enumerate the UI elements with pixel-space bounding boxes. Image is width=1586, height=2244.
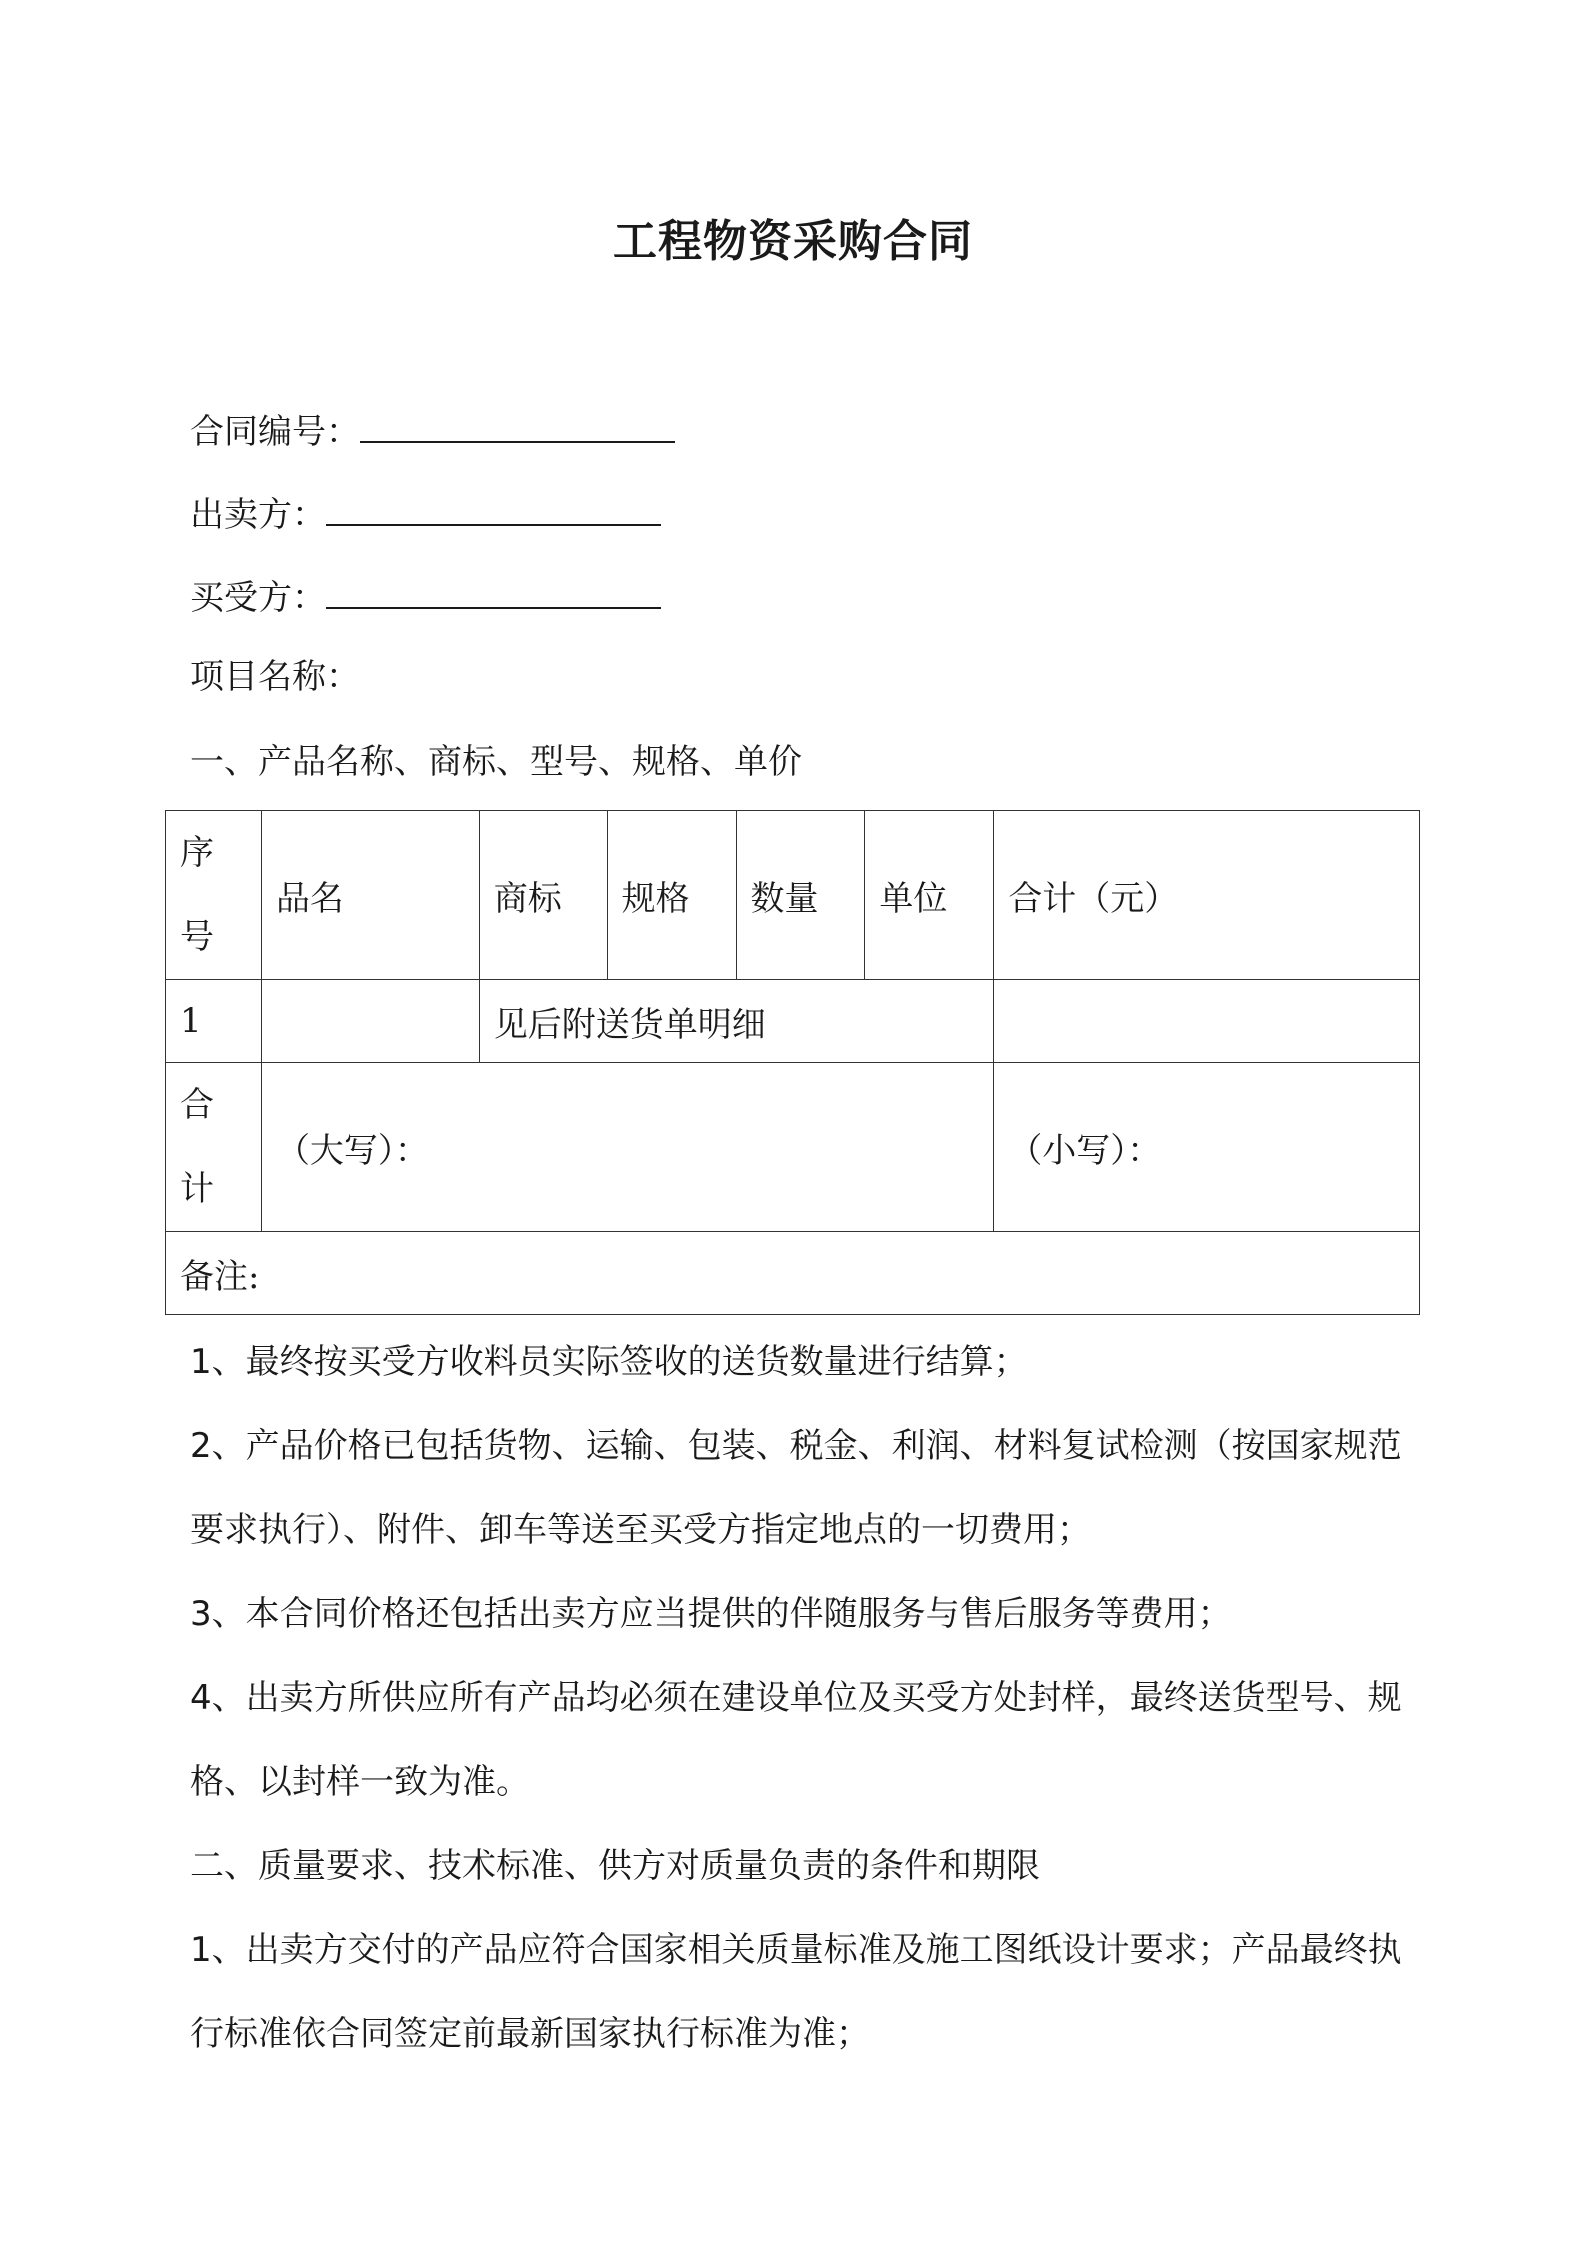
buyer-blank (326, 577, 661, 609)
clause-1-3: 3、本合同价格还包括出卖方应当提供的伴随服务与售后服务等费用； (190, 1594, 1232, 1634)
clause-1-1: 1、最终按买受方收料员实际签收的送货数量进行结算； (190, 1342, 1028, 1382)
header-spec: 规格 (607, 811, 736, 980)
header-seq (166, 811, 262, 980)
project-name-label: 项目名称： (190, 657, 360, 697)
table-row (166, 980, 1420, 1063)
sum-label-line2: 计 (180, 1169, 214, 1209)
table-header-row (166, 811, 1420, 980)
remark-row (166, 1232, 1420, 1315)
header-total: 合计（元） (994, 811, 1420, 980)
header-seq-line1: 序 (180, 833, 214, 873)
buyer-field (190, 576, 661, 620)
contract-number-field (190, 410, 675, 454)
section-heading-2: 二、质量要求、技术标准、供方对质量负责的条件和期限 (190, 1846, 1040, 1886)
row1-seq: 1 (166, 980, 262, 1063)
seller-label: 出卖方： (190, 495, 326, 535)
seller-field (190, 493, 661, 537)
header-qty: 数量 (736, 811, 865, 980)
sum-upper: （大写）： (261, 1063, 993, 1232)
row1-total (994, 980, 1420, 1063)
buyer-label: 买受方： (190, 578, 326, 618)
header-name: 品名 (261, 811, 479, 980)
header-unit: 单位 (865, 811, 994, 980)
row1-note: 见后附送货单明细 (479, 980, 994, 1063)
seller-blank (326, 494, 661, 526)
sum-row (166, 1063, 1420, 1232)
header-seq-line2: 号 (180, 917, 214, 957)
sum-label-line1: 合 (180, 1085, 214, 1125)
sum-lower: （小写）： (994, 1063, 1420, 1232)
clause-1-4: 4、出卖方所供应所有产品均必须在建设单位及买受方处封样，最终送货型号、规格、以封样一致为准。 (190, 1678, 1402, 1802)
section-heading-1: 一、产品名称、商标、型号、规格、单价 (190, 742, 802, 782)
contract-number-label: 合同编号： (190, 412, 360, 452)
project-name-field (190, 655, 360, 699)
remark-cell: 备注: (166, 1232, 1420, 1315)
clause-1-2: 2、产品价格已包括货物、运输、包装、税金、利润、材料复试检测（按国家规范要求执行）、附件、卸车等送至买受方指定地点的一切费用； (190, 1426, 1402, 1550)
row1-name (261, 980, 479, 1063)
clause-2-1: 1、出卖方交付的产品应符合国家相关质量标准及施工图纸设计要求；产品最终执行标准依合同签定前最新国家执行标准为准； (190, 1930, 1402, 2054)
product-table (165, 810, 1420, 1315)
document-title: 工程物资采购合同 (613, 216, 973, 267)
contract-number-blank (360, 411, 675, 443)
sum-label (166, 1063, 262, 1232)
header-brand: 商标 (479, 811, 607, 980)
